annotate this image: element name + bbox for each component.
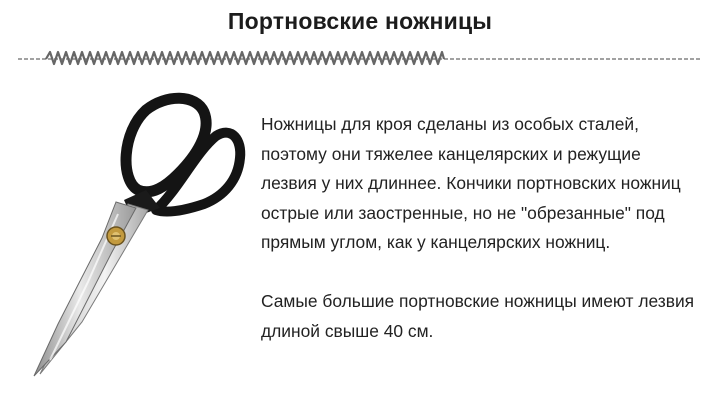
- tailor-scissors-icon: [28, 92, 250, 378]
- page-title: Портновские ножницы: [227, 8, 493, 34]
- paragraph-2: Самые большие портновские ножницы имеют лезвия длиной свыше 40 см.: [261, 291, 695, 341]
- paragraph-1: Ножницы для кроя сделаны из особых сталей, поэтому они тяжелее канцелярских и режущие лезвия у них длиннее. Кончики портновских ножниц острые или заостренные, но не "обрезанные" под прямым углом, как у канцелярских ножниц.: [261, 114, 681, 252]
- zigzag-stitch-divider: [18, 48, 702, 70]
- description-text: [261, 110, 701, 346]
